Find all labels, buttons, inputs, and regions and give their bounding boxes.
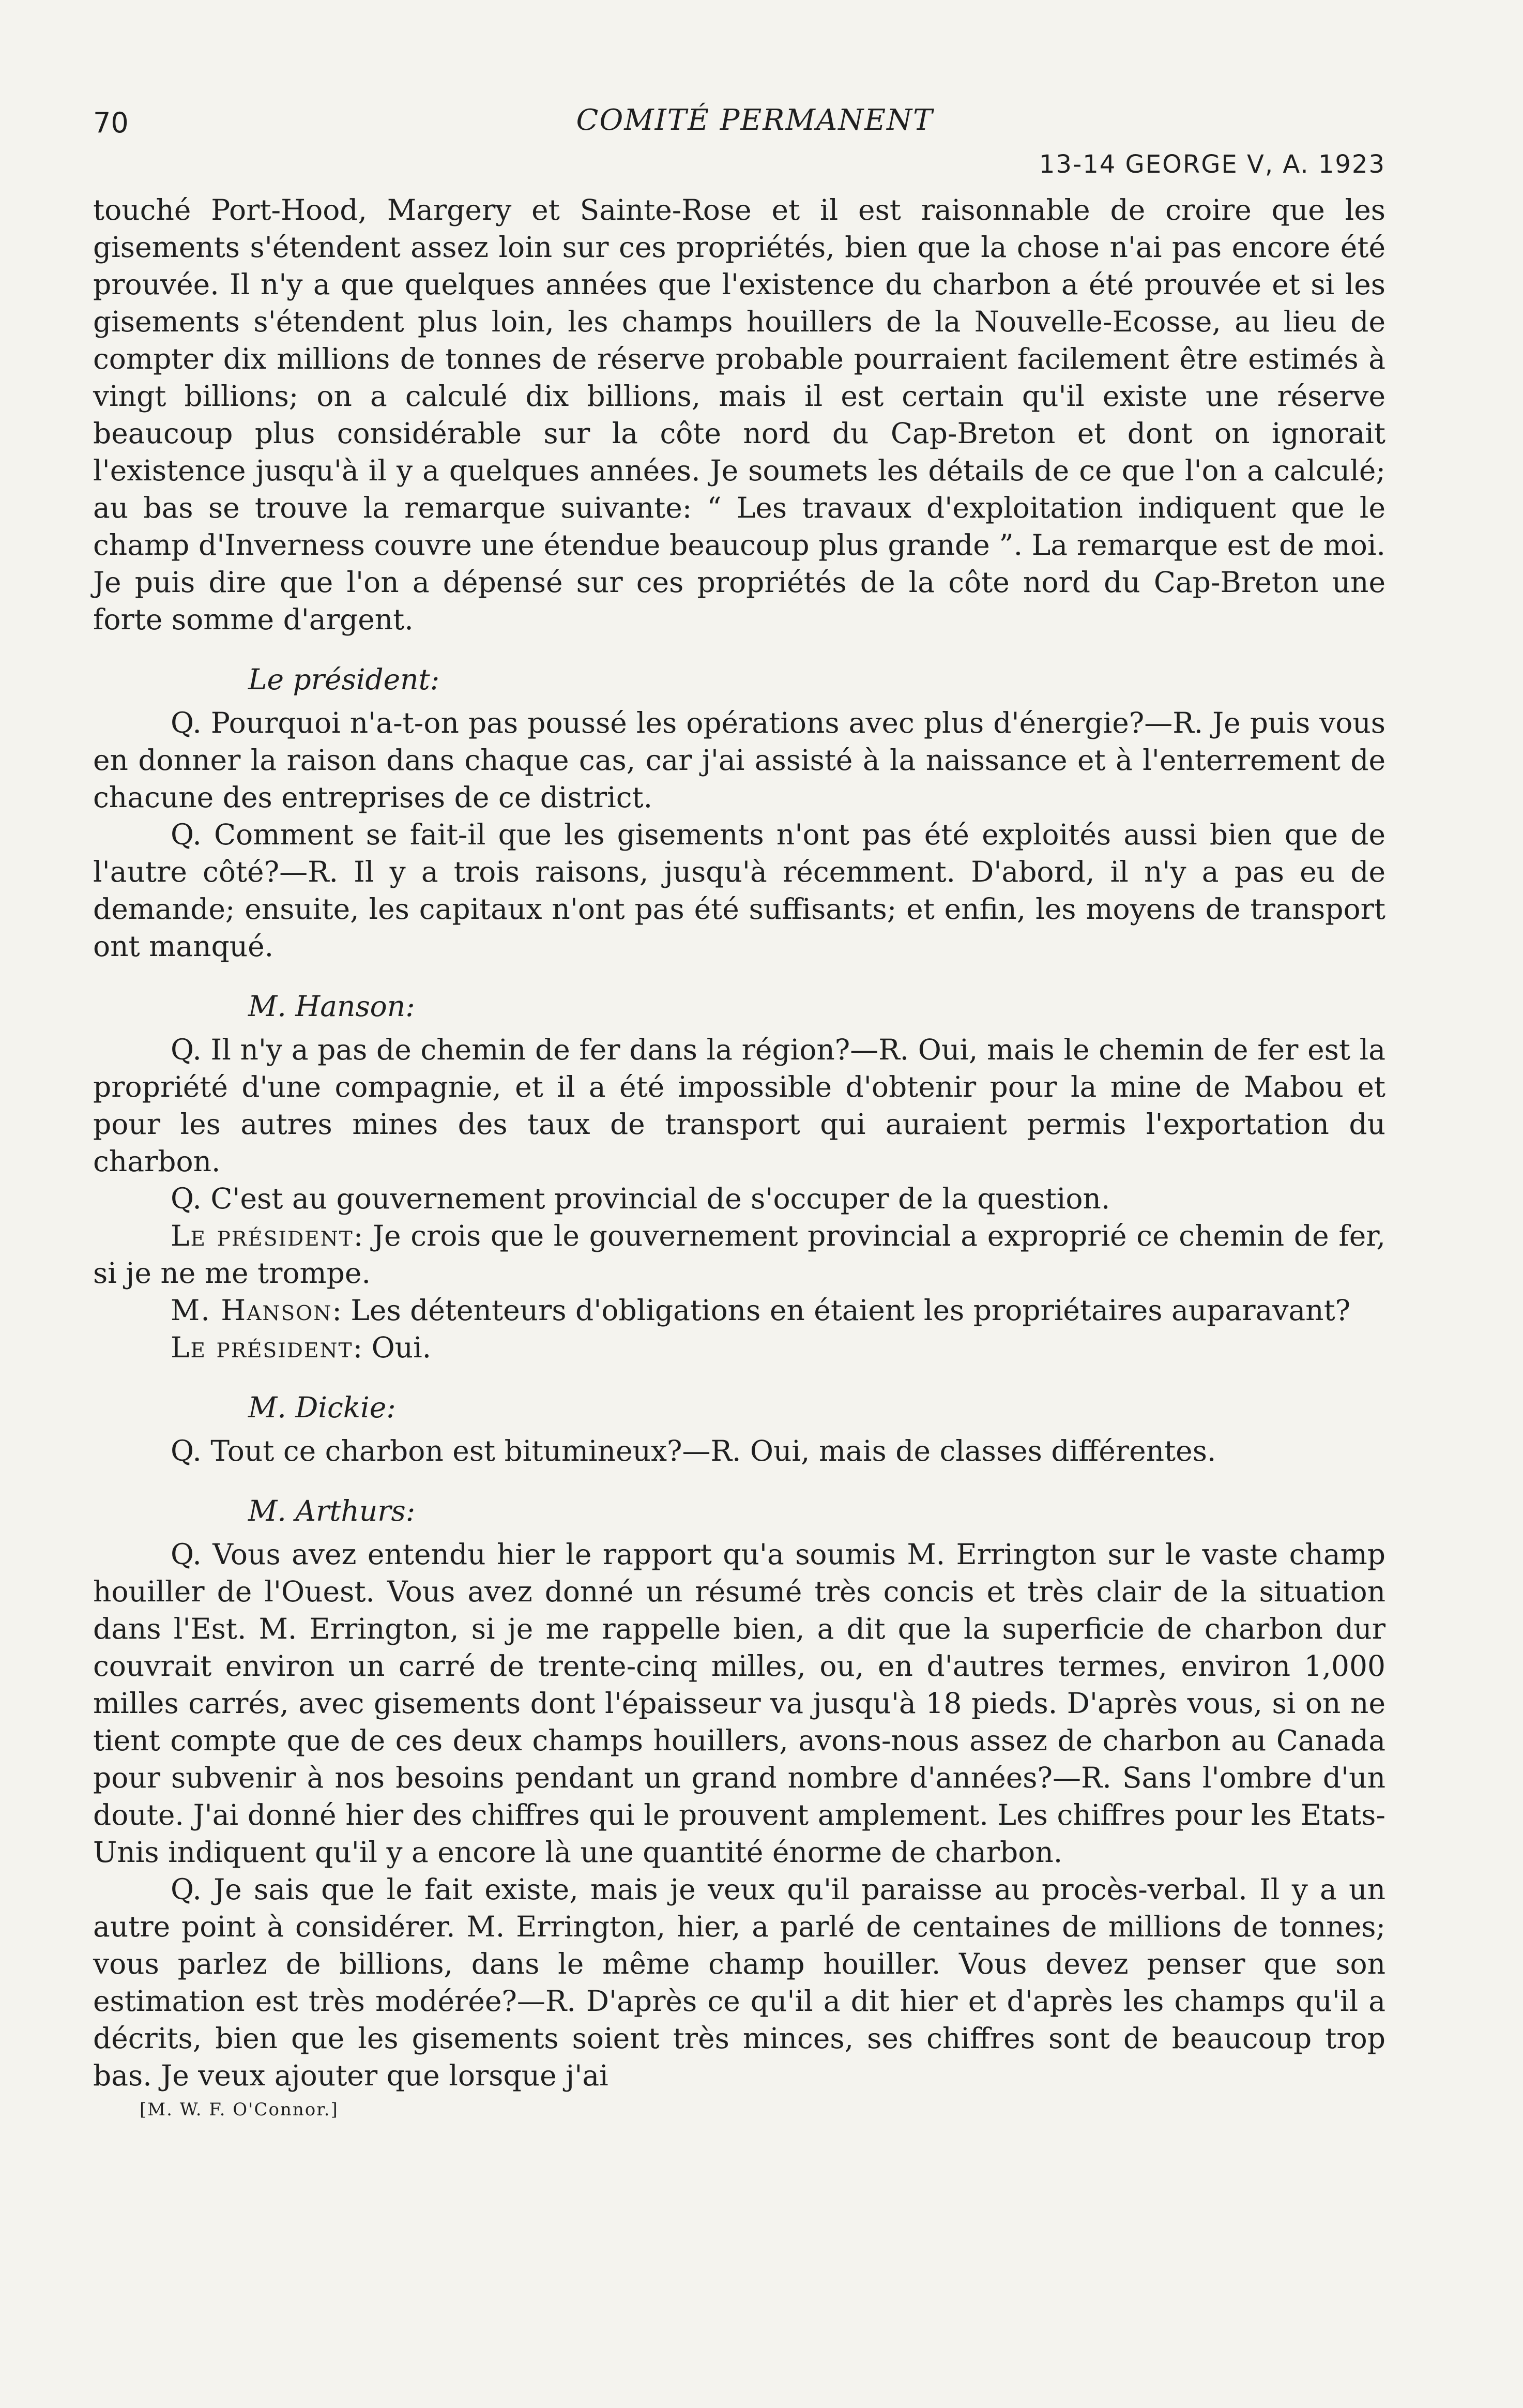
dialogue-paragraph	[93, 1329, 1385, 1366]
speaker-name: Le président	[171, 1219, 354, 1252]
speaker-heading: M. Arthurs:	[248, 1494, 416, 1527]
speaker-heading: Le président:	[248, 663, 440, 696]
paragraph: Q. Je sais que le fait existe, mais je veux qu'il paraisse au procès-verbal. Il y a un autre point à considérer. M. Errington, hier, a parlé de centaines de millions de tonnes; vous parlez de billions, dans le même champ houiller. Vous devez penser que son estimation est très modérée?—R. D'après ce qu'il a dit hier et d'après les champs qu'il a décrits, bien que les gisements soient très minces, ses chiffres sont de beaucoup trop bas. Je veux ajouter que lorsque j'ai	[93, 1873, 1385, 2092]
session-line: 13-14 GEORGE V, A. 1923	[1039, 150, 1385, 179]
dialogue-text: : Je crois que le gouvernement provincial a exproprié ce chemin de fer, si je ne me trompe.	[93, 1219, 1385, 1290]
body-text	[93, 191, 1385, 2094]
speaker-name: Le président	[171, 1331, 353, 1364]
paragraph: Q. Comment se fait-il que les gisements n'ont pas été exploités aussi bien que de l'autre côté?—R. Il y a trois raisons, jusqu'à récemment. D'abord, il n'y a pas eu de demande; ensuite, les capitaux n'ont pas été suffisants; et enfin, les moyens de transport ont manqué.	[93, 818, 1385, 963]
speaker-name: M. Hanson	[171, 1294, 332, 1327]
paragraph: touché Port-Hood, Margery et Sainte-Rose et il est raisonnable de croire que les gisements s'étendent assez loin sur ces propriétés, bien que la chose n'ai pas encore été prouvée. Il n'y a que quelques années que l'existence du charbon a été prouvée et si les gisements s'étendent plus loin, les champs houillers de la Nouvelle-Ecosse, au lieu de compter dix millions de tonnes de réserve probable pourraient facilement être estimés à vingt billions; on a calculé dix billions, mais il est certain qu'il existe une réserve beaucoup plus considérable sur la côte nord du Cap-Breton et dont on ignorait l'existence jusqu'à il y a quelques années. Je soumets les détails de ce que l'on a calculé; au bas se trouve la remarque suivante: “ Les travaux d'exploitation indiquent que le champ d'Inverness couvre une étendue beaucoup plus grande ”. La remarque est de moi. Je puis dire que l'on a dépensé sur ces propriétés de la côte nord du Cap-Breton une forte somme d'argent.	[93, 193, 1385, 636]
paragraph: Q. Il n'y a pas de chemin de fer dans la région?—R. Oui, mais le chemin de fer est la propriété d'une compagnie, et il a été impossible d'obtenir pour la mine de Mabou et pour les autres mines des taux de transport qui auraient permis l'exportation du charbon.	[93, 1033, 1385, 1178]
speaker-heading: M. Dickie:	[248, 1391, 396, 1424]
running-title: COMITÉ PERMANENT	[576, 103, 934, 137]
document-page	[93, 103, 1417, 2327]
paragraph: Q. C'est au gouvernement provincial de s'occuper de la question.	[171, 1182, 1110, 1215]
dialogue-text: : Oui.	[353, 1331, 432, 1364]
paragraph: Q. Tout ce charbon est bitumineux?—R. Oui, mais de classes différentes.	[171, 1434, 1216, 1467]
footer-attribution: [M. W. F. O'Connor.]	[140, 2099, 339, 2120]
dialogue-text: : Les détenteurs d'obligations en étaient les propriétaires auparavant?	[332, 1294, 1351, 1327]
paragraph: Q. Vous avez entendu hier le rapport qu'a soumis M. Errington sur le vaste champ houiller de l'Ouest. Vous avez donné un résumé très concis et très clair de la situation dans l'Est. M. Errington, si je me rappelle bien, a dit que la superficie de charbon dur couvrait environ un carré de trente-cinq milles, ou, en d'autres termes, environ 1,000 milles carrés, avec gisements dont l'épaisseur va jusqu'à 18 pieds. D'après vous, si on ne tient compte que de ces deux champs houillers, avons-nous assez de charbon au Canada pour subvenir à nos besoins pendant un grand nombre d'années?—R. Sans l'ombre d'un doute. J'ai donné hier des chiffres qui le prouvent amplement. Les chiffres pour les Etats-Unis indiquent qu'il y a encore là une quantité énorme de charbon.	[93, 1538, 1385, 1869]
running-head	[93, 103, 1417, 150]
speaker-heading: M. Hanson:	[248, 990, 415, 1023]
page-number: 70	[93, 107, 129, 139]
paragraph: Q. Pourquoi n'a-t-on pas poussé les opérations avec plus d'énergie?—R. Je puis vous en donner la raison dans chaque cas, car j'ai assisté à la naissance et à l'enterrement de chacune des entreprises de ce district.	[93, 706, 1385, 814]
dialogue-paragraph	[93, 1292, 1385, 1329]
dialogue-paragraph	[93, 1217, 1385, 1292]
